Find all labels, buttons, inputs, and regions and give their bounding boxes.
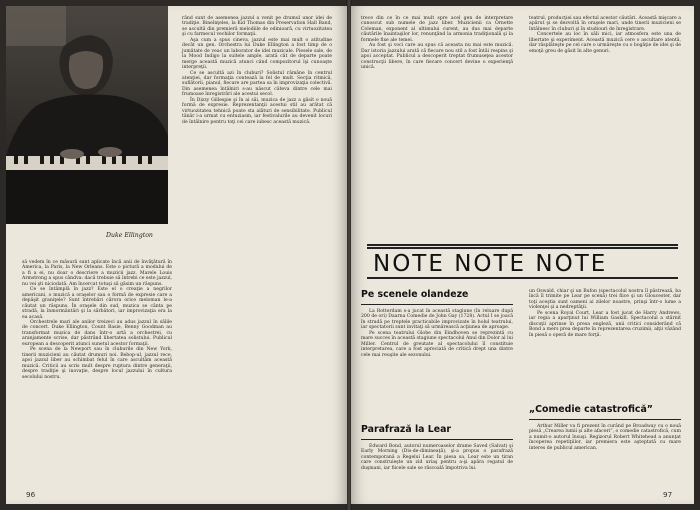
duke-ellington-photo xyxy=(6,6,168,224)
right-page-column-2-top xyxy=(529,16,681,54)
paragraph: Au fost şi voci care au spus că aceasta nu mai este muzică. Dar istoria jazzului arată că fiecare nou stil a fost întâi respins şi apoi acceptat. Publicul a descoperit treptat frumuseţea acestor construcţii libere, în care fiecare concert devine o experienţă unică. xyxy=(361,43,513,71)
paragraph: La Rotterdam s-a jucat în această stagiune (în reluare după 200 de ori) Daarna Comedie de John Gay (1728). Actul I se joacă în stradă pe treptele practicabile improvizate în holul teatrului, iar spectatorii sunt invitaţi să urmărească acţiunea de aproape. xyxy=(361,309,513,331)
section-body-comedy xyxy=(529,424,681,451)
page-number-left: 96 xyxy=(26,490,36,499)
banner-rule-bottom xyxy=(367,277,678,279)
right-page xyxy=(351,6,694,504)
paragraph: Concertele au loc în săli mici, iar atmosfera este una de libertate şi experiment. Această muzică cere o ascultare atentă, dar răsplăteşte pe cel care o urmăreşte cu o bogăţie de idei şi de emoţii greu de găsit în alte genuri. xyxy=(529,32,681,54)
paragraph: un Oswald, chiar şi un Bufon (spectacolul nostru îl păstrează, ba încă îl trimite pe Lear pe scenă) trei fiice şi un Gloucester, dar toţi aceştia sunt oameni ai zilelor noastre, prinşi într-o lume a violenţei şi a nedreptăţii. xyxy=(529,289,681,311)
banner-title: NOTE NOTE NOTE xyxy=(373,251,608,277)
photo-caption: Duke Ellington xyxy=(106,232,153,239)
notes-banner xyxy=(351,242,694,280)
paragraph: Edward Bond, autorul numeroaselor drame Saved (Salvat) şi Early Morning (Dis-de-dimineaţă), şi-a propus o parafrază contemporană a Regelui Lear. În piesa sa, Lear este un tiran care construieşte un zid uriaş pentru a-şi apăra regatul de duşmani, iar fiicele sale se răscoală împotriva lui. xyxy=(361,444,513,471)
section-body-lear xyxy=(361,444,513,471)
paragraph: Aşa cum a spus cineva, jazzul este mai mult o atitudine decât un gen. Orchestra lui Duke Ellington a fost timp de o jumătate de veac un laborator de idei muzicale. Piesele sale, de la Mood Indigo la suitele ample, arată cât de departe poate merge această muzică atunci când compozitorul îşi cunoaşte interpreţii. xyxy=(182,37,332,71)
paragraph: În Dizzy Gillespie şi în ai săi, muzica de jazz a găsit o nouă formă de expresie. Reprezentanţii acestui stil au arătat că virtuozitatea tehnică poate sta alături de sensibilitate. Publicul tânăr i-a urmat cu entuziasm, iar festivalurile au devenit locuri de întâlnire pentru toţi cei care iubesc această muzică. xyxy=(182,97,332,125)
banner-rule-top-2 xyxy=(367,247,678,249)
section-underline xyxy=(361,304,513,305)
paragraph: Orchestrele mari ale anilor treizeci au adus jazzul în sălile de concert. Duke Ellington, Count Basie, Benny Goodman au transformat muzica de dans într-o artă a orchestrei, cu aranjamente scrise, dar păstrând libertatea solistului. Publicul european a descoperit atunci sunetul acestor formaţii. xyxy=(22,319,172,347)
piano-player-image xyxy=(6,6,168,224)
section-title-dutch-stages: Pe scenele olandeze xyxy=(361,289,469,300)
paragraph: teatrul, producţiei sau efectul acestor căutări. Această mişcare a apărut şi se dezvoltă în oraşele mari, unde tinerii muzicieni se întâlnesc în cluburi şi în studiouri de înregistrare. xyxy=(529,16,681,32)
paragraph: Pe scena teatrului Globe din Eindhoven se reprezintă cu mare succes în această stagiune spectacolul Anul din Dolor al lui Miller. Centrul de greutate al spectacolului îl constituie interpretarea, care a fost apreciată de critică drept una dintre cele mai reuşite ale sezonului. xyxy=(361,330,513,358)
paragraph: trece din ce în ce mai mult spre acel gen de interpretare cunoscut sub numele de jazz liber. Muzicienii ca Ornette Coleman, exponent al ultimului curent, au dus mai departe căutările înaintaşilor lor, renunţând la armonia tradiţională şi la formele fixe ale temei. xyxy=(361,16,513,43)
paragraph: Ce se întâmplă în jazz? Este el o creaţie a negrilor americani, o muzică a oraşelor sau o formă de expresie care a depăşit graniţele? Sunt întrebări cărora orice meloman le-a căutat un răspuns. În oraşele din sud, muzica se cânta pe stradă, la înmormântări şi la sărbători, iar improvizaţia era la ea acasă. xyxy=(22,287,172,320)
section-title-lear: Parafrază la Lear xyxy=(361,424,452,435)
paragraph: Pe scena de la Newport sau în cluburile din New York, tinerii muzicieni au căutat drumuri noi. Bebop-ul, jazzul rece, apoi jazzul liber au schimbat felul în care ascultăm această muzică. Criticii au scris mult despre ruptura dintre generaţii, despre tradiţie şi inovaţie, despre locul jazzului în cultura secolului nostru. xyxy=(22,347,172,380)
page-number-right: 97 xyxy=(663,490,673,499)
paragraph: Ce se ascultă azi în cluburi? Solistul rămâne în centrul atenţiei, dar formaţia contează la fel de mult. Secţia ritmică, suflătorii, pianul, fiecare are partea sa în improvizaţia colectivă. Din asemenea întâlniri s-au născut câteva dintre cele mai frumoase înregistrări ale acestui secol. xyxy=(182,70,332,98)
paragraph: să vedem în ce măsură sunt aplicate încă anii de învăţătură în America, la Paris, la New Orleans. Este o pictură a modului de a fi a ei, nu doar o descriere a muzicii jazz. Marele Louis Armstrong a spus cândva: dacă trebuie să întrebi ce este jazzul, nu vei şti niciodată. Am încercat totuşi să găsim un răspuns. xyxy=(22,260,172,287)
left-page-column-1 xyxy=(22,260,172,380)
section-underline xyxy=(529,419,681,420)
right-page-column-1-top xyxy=(361,16,513,71)
section-title-comedy: „Comedie catastrofică” xyxy=(529,404,653,415)
paragraph: rând sunt de asemenea jazzul a venit pe drumul unor idei de tradiţie. Bineînţeles, la Kid Thomas din Preservation Hall Band, se ascultă din premieră melodiile de odinioară, cu virtuozitatea şi cu farmecul vechilor formaţii. xyxy=(182,16,332,38)
banner-rule-top xyxy=(367,244,678,246)
left-page xyxy=(6,6,347,504)
paragraph: Pe scena Royal Court, Lear a fost jucat de Harry Andrews, iar regia a aparţinut lui William Gaskill. Spectacolul a stârnit discuţii aprinse în presa engleză, unii critici considerând că Bond a mers prea departe în reprezentarea cruzimii, alţii văzând în piesă o operă de mare forţă. xyxy=(529,310,681,338)
section-body-lear-continued xyxy=(529,289,681,338)
section-underline xyxy=(361,439,513,440)
section-body-dutch-stages xyxy=(361,309,513,358)
paragraph: Arthur Miller va fi prezent în curând pe Broadway cu o nouă piesă „Crearea lumii şi alte afaceri”, o comedie catastrofică, cum a numit-o autorul însuşi. Regizorul Robert Whitehead a anunţat începerea repetiţiilor, iar premiera este aşteptată cu mare interes de publicul american. xyxy=(529,424,681,451)
left-page-column-2 xyxy=(182,16,332,125)
